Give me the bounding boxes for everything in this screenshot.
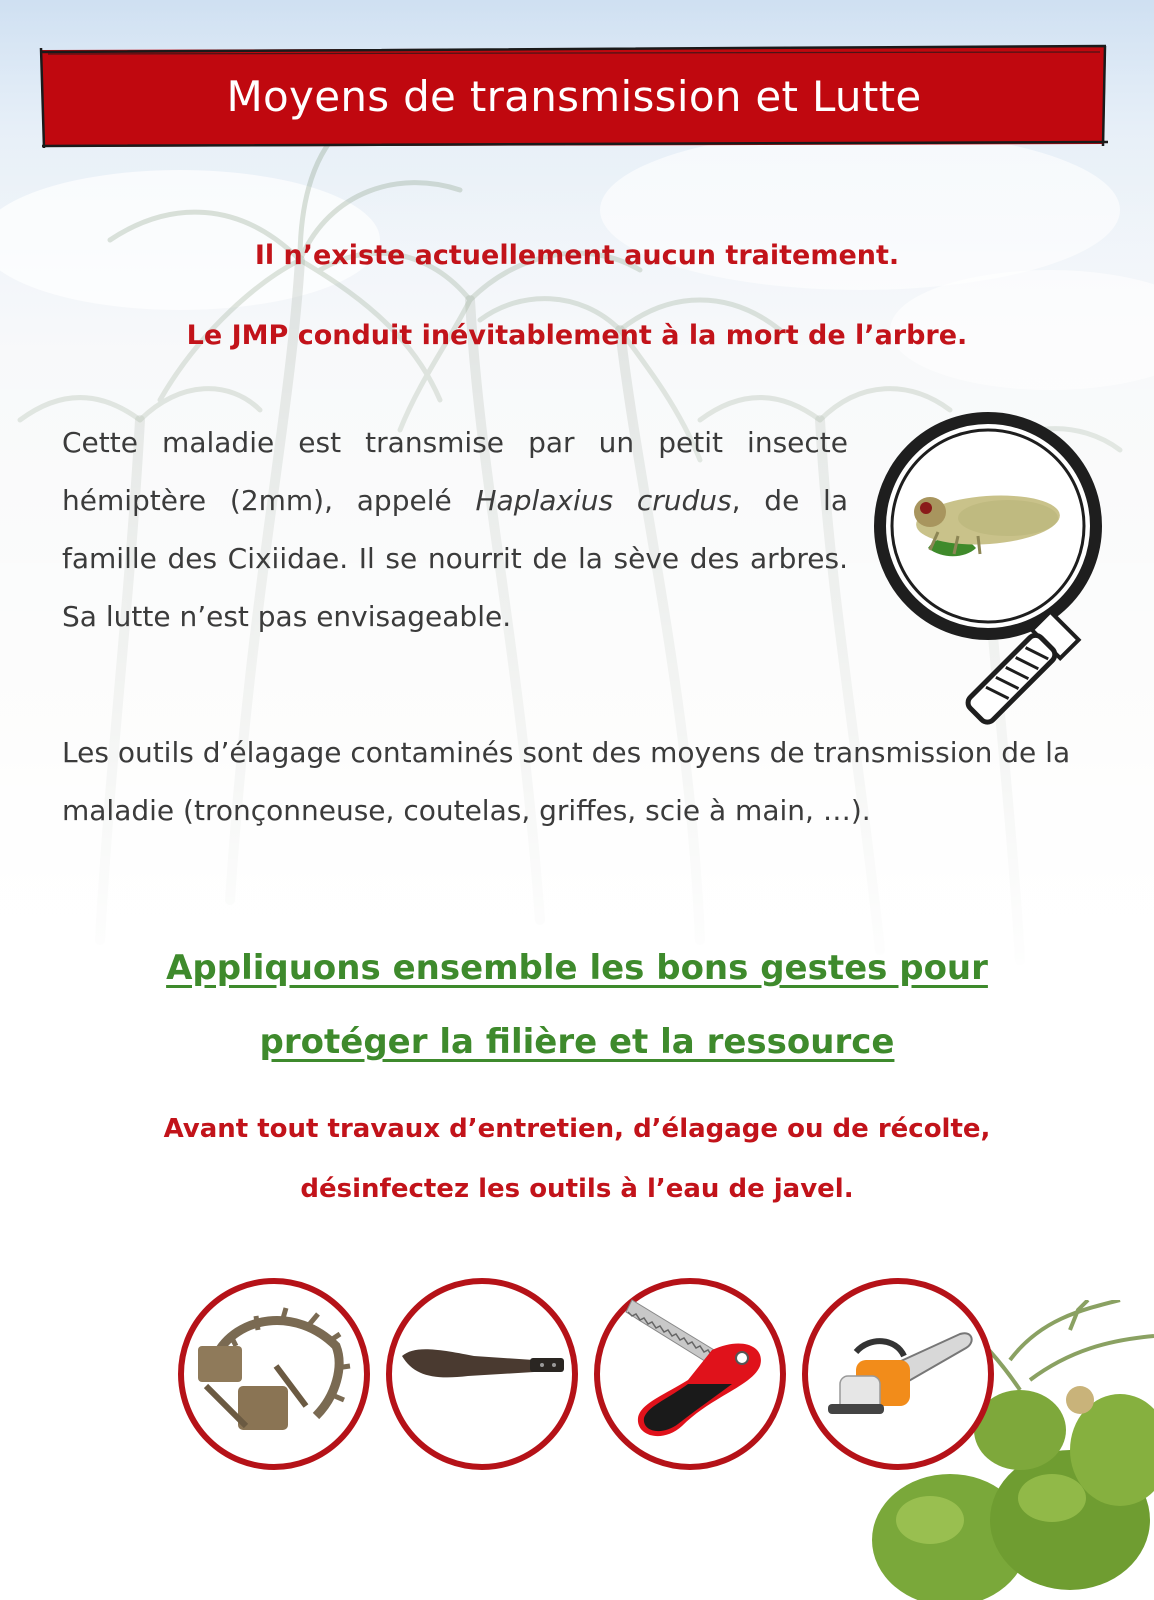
warning-no-treatment: Il n’existe actuellement aucun traitement. [254,240,900,271]
page-title: Moyens de transmission et Lutte [226,72,922,121]
insect-paragraph-end: , de la famille des Cixiidae. Il se nourrit de la sève des arbres. Sa lutte n’est pas envisageable. [62,484,848,633]
instruction-line2: désinfectez les outils à l’eau de javel. [300,1174,854,1204]
folding-saw-icon [592,1276,788,1472]
call-to-action-line2: protéger la filière et la ressource [259,1022,895,1062]
chainsaw-icon [800,1276,996,1472]
tools-paragraph: Les outils d’élagage contaminés sont des moyens de transmission de la maladie (tronçonneuse, coutelas, griffes, scie à main, …). [62,736,1071,827]
insect-paragraph-start: Cette maladie est transmise par un petit insecte hémiptère (2mm), appelé [62,426,848,517]
insect-paragraph [62,414,848,646]
insect-species-name: Haplaxius crudus [475,484,732,517]
climbing-spikes-icon [176,1276,372,1472]
instruction-line1: Avant tout travaux d’entretien, d’élagage ou de récolte, [163,1114,991,1144]
warning-tree-death: Le JMP conduit inévitablement à la mort de l’arbre. [186,320,968,351]
call-to-action-line1: Appliquons ensemble les bons gestes pour [166,948,988,988]
machete-icon [384,1276,580,1472]
title-banner [38,44,1110,150]
magnifier-insect-icon [868,408,1144,728]
